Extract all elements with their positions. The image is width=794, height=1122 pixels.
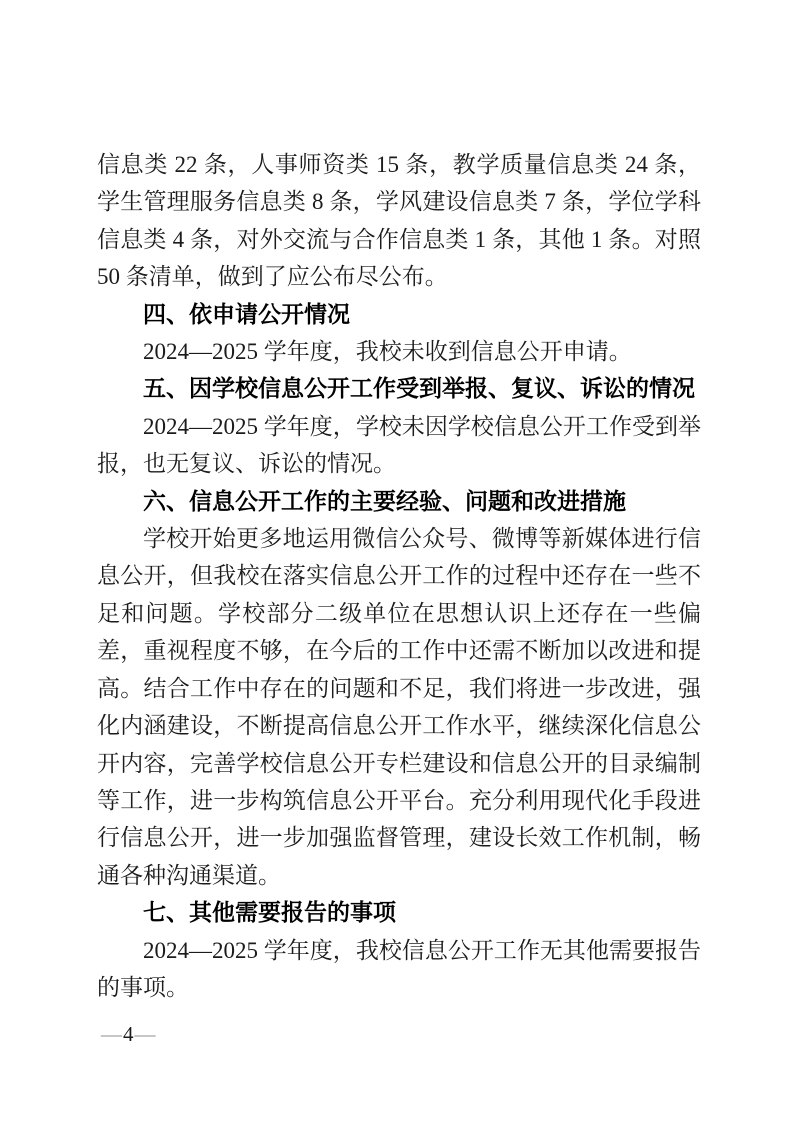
page-number-dash-right: — xyxy=(134,1022,156,1046)
section-heading-7: 七、其他需要报告的事项 xyxy=(143,899,396,926)
section-heading-5: 五、因学校信息公开工作受到举报、复议、诉讼的情况 xyxy=(143,375,695,402)
body-paragraph-section-4: 2024—2025 学年度，我校未收到信息公开申请。 xyxy=(143,339,632,365)
body-paragraph-continued: 信息类 22 条，人事师资类 15 条，教学质量信息类 24 条，学生管理服务信息类 8 条，学风建设信息类 7 条，学位学科信息类 4 条，对外交流与合作信息类 1 条，其他 1 条。对照 50 条清单，做到了应公布尽公布。 xyxy=(97,152,701,290)
page-footer xyxy=(101,1022,156,1046)
body-paragraph-section-7: 2024—2025 学年度，我校信息公开工作无其他需要报告的事项。 xyxy=(97,937,701,1000)
body-paragraph-section-5: 2024—2025 学年度，学校未因学校信息公开工作受到举报，也无复议、诉讼的情况。 xyxy=(97,413,701,477)
section-heading-6: 六、信息公开工作的主要经验、问题和改进措施 xyxy=(143,487,626,514)
page-number-dash-left: — xyxy=(101,1022,122,1046)
document-content xyxy=(97,146,701,1006)
body-paragraph-section-6: 学校开始更多地运用微信公众号、微博等新媒体进行信息公开，但我校在落实信息公开工作的过程中还存在一些不足和问题。学校部分二级单位在思想认识上还存在一些偏差，重视程度不够，在今后的工作中还需不断加以改进和提高。结合工作中存在的问题和不足，我们将进一步改进，强化内涵建设，不断提高信息公开工作水平，继续深化信息公开内容，完善学校信息公开专栏建设和信息公开的目录编制等工作，进一步构筑信息公开平台。充分利用现代化手段进行信息公开，进一步加强监督管理，建设长效工作机制，畅通各种沟通渠道。 xyxy=(97,526,701,888)
page-number: 4 xyxy=(123,1022,134,1046)
section-heading-4: 四、依申请公开情况 xyxy=(143,300,350,327)
